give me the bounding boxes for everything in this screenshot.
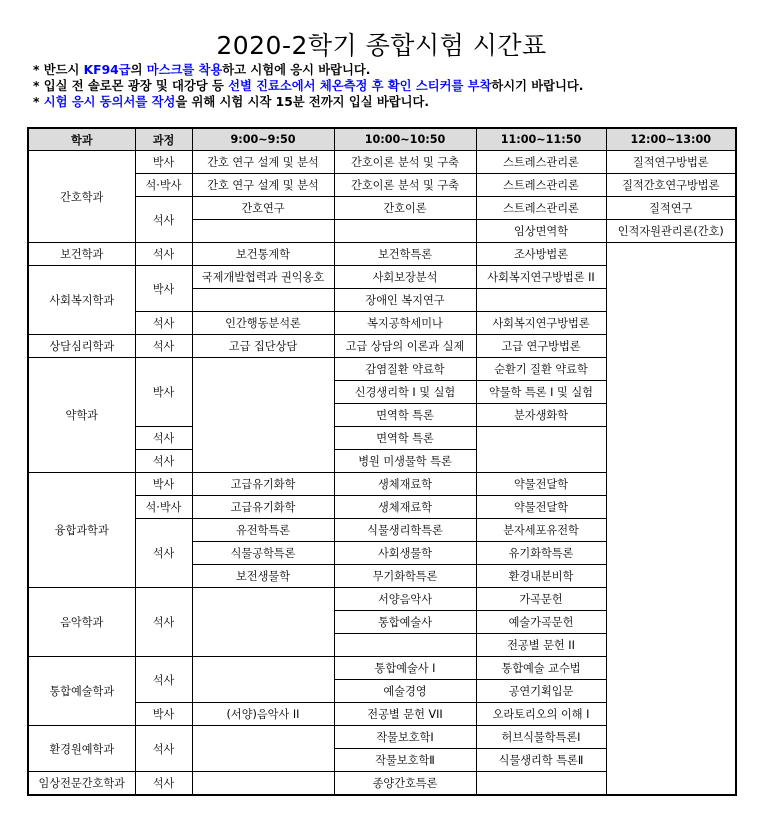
table-cell: 스트레스관리론 [476,151,606,174]
table-row [28,197,736,220]
table-cell: 면역학 특론 [334,404,476,427]
table-cell: 석·박사 [135,174,192,197]
table-cell: 사회복지연구방법론 [476,312,606,335]
table-cell: 병원 미생물학 특론 [334,450,476,473]
table-cell: 약학과 [28,358,135,473]
table-cell: (서양)음악사 II [192,703,334,726]
table-cell: 사회복지연구방법론 II [476,266,606,289]
table-cell: 작물보호학Ⅰ [334,726,476,749]
table-cell: 고급 상담의 이론과 실제 [334,335,476,358]
table-cell: 서양음악사 [334,588,476,611]
table-cell: 순환기 질환 약료학 [476,358,606,381]
column-header: 10:00~10:50 [334,128,476,151]
table-cell [192,657,334,703]
table-cell: 사회복지학과 [28,266,135,335]
table-cell [192,772,334,796]
table-cell: 통합예술사 I [334,657,476,680]
exam-timetable [27,127,737,796]
table-cell: 석사 [135,427,192,450]
table-cell: 통합예술 교수법 [476,657,606,680]
notice-highlight: 시험 응시 동의서를 작성 [43,95,176,109]
notice-list [33,62,583,110]
table-cell: 보건통계학 [192,243,334,266]
column-header: 12:00~13:00 [606,128,736,151]
table-cell [192,726,334,772]
table-cell: 스트레스관리론 [476,197,606,220]
table-cell: 종양간호특론 [334,772,476,796]
table-cell: 석사 [135,197,192,243]
table-cell: 질적간호연구방법론 [606,174,736,197]
table-cell: 전공별 문헌 II [476,634,606,657]
notice-highlight: KF94급 [83,63,131,77]
table-row [28,151,736,174]
table-cell: 박사 [135,266,192,312]
table-cell: 질적연구 [606,197,736,220]
table-cell: 사회보장분석 [334,266,476,289]
table-cell [192,289,334,312]
table-cell: 유전학특론 [192,519,334,542]
table-cell: 간호학과 [28,151,135,243]
table-row [28,174,736,197]
notice-text: * [33,95,44,109]
table-cell: 석사 [135,726,192,772]
table-cell: 분자세포유전학 [476,519,606,542]
table-cell: 석사 [135,657,192,703]
table-cell: 고급 연구방법론 [476,335,606,358]
table-cell: 인적자원관리론(간호) [606,220,736,243]
table-cell: 공연기획입문 [476,680,606,703]
table-cell: 장애인 복지연구 [334,289,476,312]
table-cell [476,772,606,796]
notice-line [33,78,583,94]
table-cell: 생체재료학 [334,473,476,496]
table-cell: 간호이론 분석 및 구축 [334,174,476,197]
table-cell [476,427,606,473]
notice-highlight: 선별 진료소에서 체온측정 후 확인 스티커를 부착 [228,79,492,93]
table-cell: 식물생리학특론 [334,519,476,542]
table-cell: 보건학특론 [334,243,476,266]
table-cell: 약물전달학 [476,496,606,519]
table-cell: 작물보호학Ⅱ [334,749,476,772]
table-cell: 임상면역학 [476,220,606,243]
table-cell: 박사 [135,473,192,496]
table-header-row [28,128,736,151]
table-cell: 국제개발협력과 권익옹호 [192,266,334,289]
table-cell: 고급유기화학 [192,496,334,519]
table-cell: 분자생화학 [476,404,606,427]
table-cell: 유기화학특론 [476,542,606,565]
table-cell: 박사 [135,151,192,174]
table-cell: 간호연구 [192,197,334,220]
table-cell: 석사 [135,588,192,657]
notice-text: 하시기 바랍니다. [491,79,584,93]
column-header: 과정 [135,128,192,151]
table-cell: 인간행동분석론 [192,312,334,335]
table-cell: 조사방법론 [476,243,606,266]
table-cell: 환경내분비학 [476,565,606,588]
column-header: 9:00~9:50 [192,128,334,151]
table-cell: 간호 연구 설계 및 분석 [192,151,334,174]
table-cell: 통합예술사 [334,611,476,634]
table-cell: 전공별 문헌 VII [334,703,476,726]
table-cell: 허브식물학특론Ⅰ [476,726,606,749]
table-cell: 감염질환 약료학 [334,358,476,381]
table-cell: 식물공학특론 [192,542,334,565]
table-row [28,243,736,266]
table-cell: 석사 [135,312,192,335]
table-cell: 보건학과 [28,243,135,266]
table-cell: 질적연구방법론 [606,151,736,174]
table-cell: 스트레스관리론 [476,174,606,197]
table-cell: 석사 [135,772,192,796]
table-cell: 융합과학과 [28,473,135,588]
table-cell: 석사 [135,519,192,588]
table-cell: 고급 집단상담 [192,335,334,358]
table-cell: 신경생리학 I 및 실험 [334,381,476,404]
table-cell: 약물학 특론 I 및 실험 [476,381,606,404]
table-cell: 간호이론 [334,197,476,220]
table-cell: 간호 연구 설계 및 분석 [192,174,334,197]
table-cell: 임상전문간호학과 [28,772,135,796]
notice-highlight: 마스크를 착용 [146,63,223,77]
table-cell: 석사 [135,243,192,266]
table-cell: 상담심리학과 [28,335,135,358]
notice-text: 을 위해 시험 시작 15분 전까지 입실 바랍니다. [175,95,430,109]
notice-line [33,62,583,78]
table-cell: 면역학 특론 [334,427,476,450]
table-cell [192,358,334,473]
table-cell: 음악학과 [28,588,135,657]
table-cell [334,634,476,657]
table-cell: 보전생물학 [192,565,334,588]
table-cell: 고급유기화학 [192,473,334,496]
table-cell: 사회생물학 [334,542,476,565]
table-cell: 약물전달학 [476,473,606,496]
table-cell: 석·박사 [135,496,192,519]
table-cell: 환경원예학과 [28,726,135,772]
table-cell: 석사 [135,335,192,358]
table-cell: 식물생리학 특론Ⅱ [476,749,606,772]
page-title: 2020-2학기 종합시험 시간표 [216,31,547,60]
table-cell: 석사 [135,450,192,473]
table-cell [606,243,736,796]
table-cell: 예술가곡문헌 [476,611,606,634]
table-cell [192,220,334,243]
table-cell: 간호이론 분석 및 구축 [334,151,476,174]
notice-line [33,94,583,110]
notice-text: * 반드시 [33,63,84,77]
column-header: 학과 [28,128,135,151]
table-cell: 박사 [135,358,192,427]
table-cell: 오라토리오의 이해 I [476,703,606,726]
notice-text: 의 [130,63,147,77]
table-cell: 통합예술학과 [28,657,135,726]
notice-text: 하고 시험에 응시 바랍니다. [222,63,371,77]
notice-text: * 입실 전 솔로몬 광장 및 대강당 등 [33,79,229,93]
column-header: 11:00~11:50 [476,128,606,151]
table-cell [334,220,476,243]
table-cell: 박사 [135,703,192,726]
table-cell: 생체재료학 [334,496,476,519]
table-cell [476,289,606,312]
table-cell: 가곡문헌 [476,588,606,611]
table-cell [192,588,334,657]
table-cell: 무기화학특론 [334,565,476,588]
table-cell: 복지공학세미나 [334,312,476,335]
table-cell: 예술경영 [334,680,476,703]
table-body [28,151,736,796]
